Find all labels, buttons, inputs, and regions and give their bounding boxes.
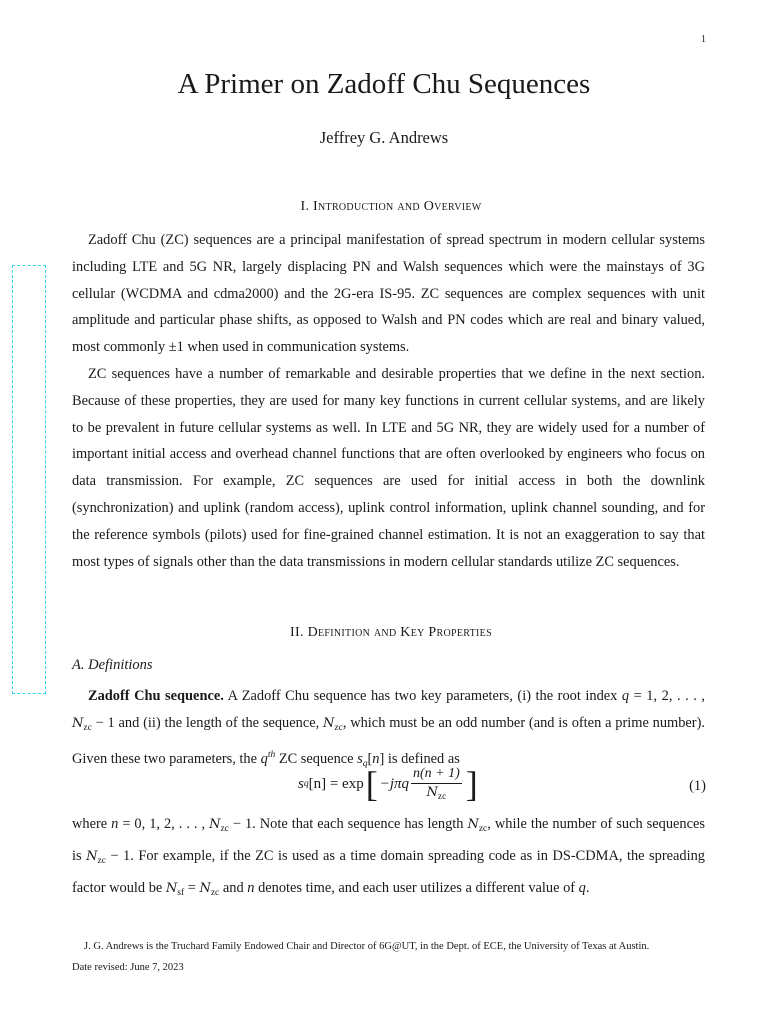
section-1-heading: I. Introduction and Overview [300, 199, 482, 214]
footnote-date: Date revised: June 7, 2023 [72, 962, 184, 973]
right-bracket: ] [465, 764, 478, 804]
intro-paragraph-1: Zadoff Chu (ZC) sequences are a principal manifestation of spread spectrum in modern cellular systems including LTE and 5G NR, largely displacing PN and Walsh sequences which were the mainstays of 3G cellular (WCDMA and cdma2000) and the 2G-era IS-95. ZC sequences are complex sequences with unit amplitude and particular phase shifts, as opposed to Walsh and PN codes which are real and binary valued, most commonly ±1 when used in communication systems. [72, 232, 705, 356]
section-2-heading: II. Definition and Key Properties [290, 625, 492, 640]
equation-body: s q [n] = exp [ −jπq $\frac{n(n + 1)}{N_{zc}}$ ] [298, 764, 478, 804]
page-number: 1 [701, 34, 706, 45]
where-paragraph: where n = 0, 1, 2, . . . , $N_{zc} - 1$. Note that each sequence has length $N_{zc}$, while the number of such sequences is $N_{zc} - 1$. For example, if the ZC is used as a time domain spreading code as in DS-CDMA, the spreading factor would be $N_{sf} = N_{zc}$ and n denotes time, and each user utilizes a different value of q. [72, 816, 705, 898]
subsection-definitions: A. Definitions [72, 657, 153, 673]
equation-number: (1) [689, 778, 706, 794]
definition-paragraph: Zadoff Chu sequence. A Zadoff Chu sequence has two key parameters, (i) the root index q = 1, 2, . . . , $N_{zc} - 1$ and (ii) the length of the sequence, $N_{zc}$, which must be an odd number (and is often a prime number). Given these two parameters, the $q^{th}$ ZC sequence $s_q[n]$ is defined as [72, 688, 705, 769]
paper-title: A Primer on Zadoff Chu Sequences [177, 68, 591, 100]
footnote-affiliation: J. G. Andrews is the Truchard Family Endowed Chair and Director of 6G@UT, in the Dept. of ECE, the University of Texas at Austin. [84, 941, 650, 952]
author-name: Jeffrey G. Andrews [319, 128, 449, 147]
equation-1 [0, 762, 768, 812]
fraction: $\frac{n(n + 1)}{N_{zc}}$ [413, 766, 460, 802]
bold-lead: Zadoff Chu sequence. [88, 688, 224, 704]
footnote [72, 936, 712, 978]
intro-paragraph-2: ZC sequences have a number of remarkable and desirable properties that we define in the next section. Because of these properties, they are used for many key functions in current cellular systems, and are likely to be prevalent in future cellular systems as well. In LTE and 5G NR, they are widely used for a number of important initial access and overhead channel functions that are often overlooked by engineers who focus on data transmission. For example, ZC sequences are used for initial access in both the downlink (synchronization) and uplink (random access), uplink control information, uplink channel sounding, and for the reference symbols (pilots) used for fine-grained channel estimation. It is not an exaggeration to say that most types of signals other than the data transmissions in modern cellular standards utilize ZC sequences. [72, 366, 705, 570]
left-bracket: [ [365, 764, 378, 804]
